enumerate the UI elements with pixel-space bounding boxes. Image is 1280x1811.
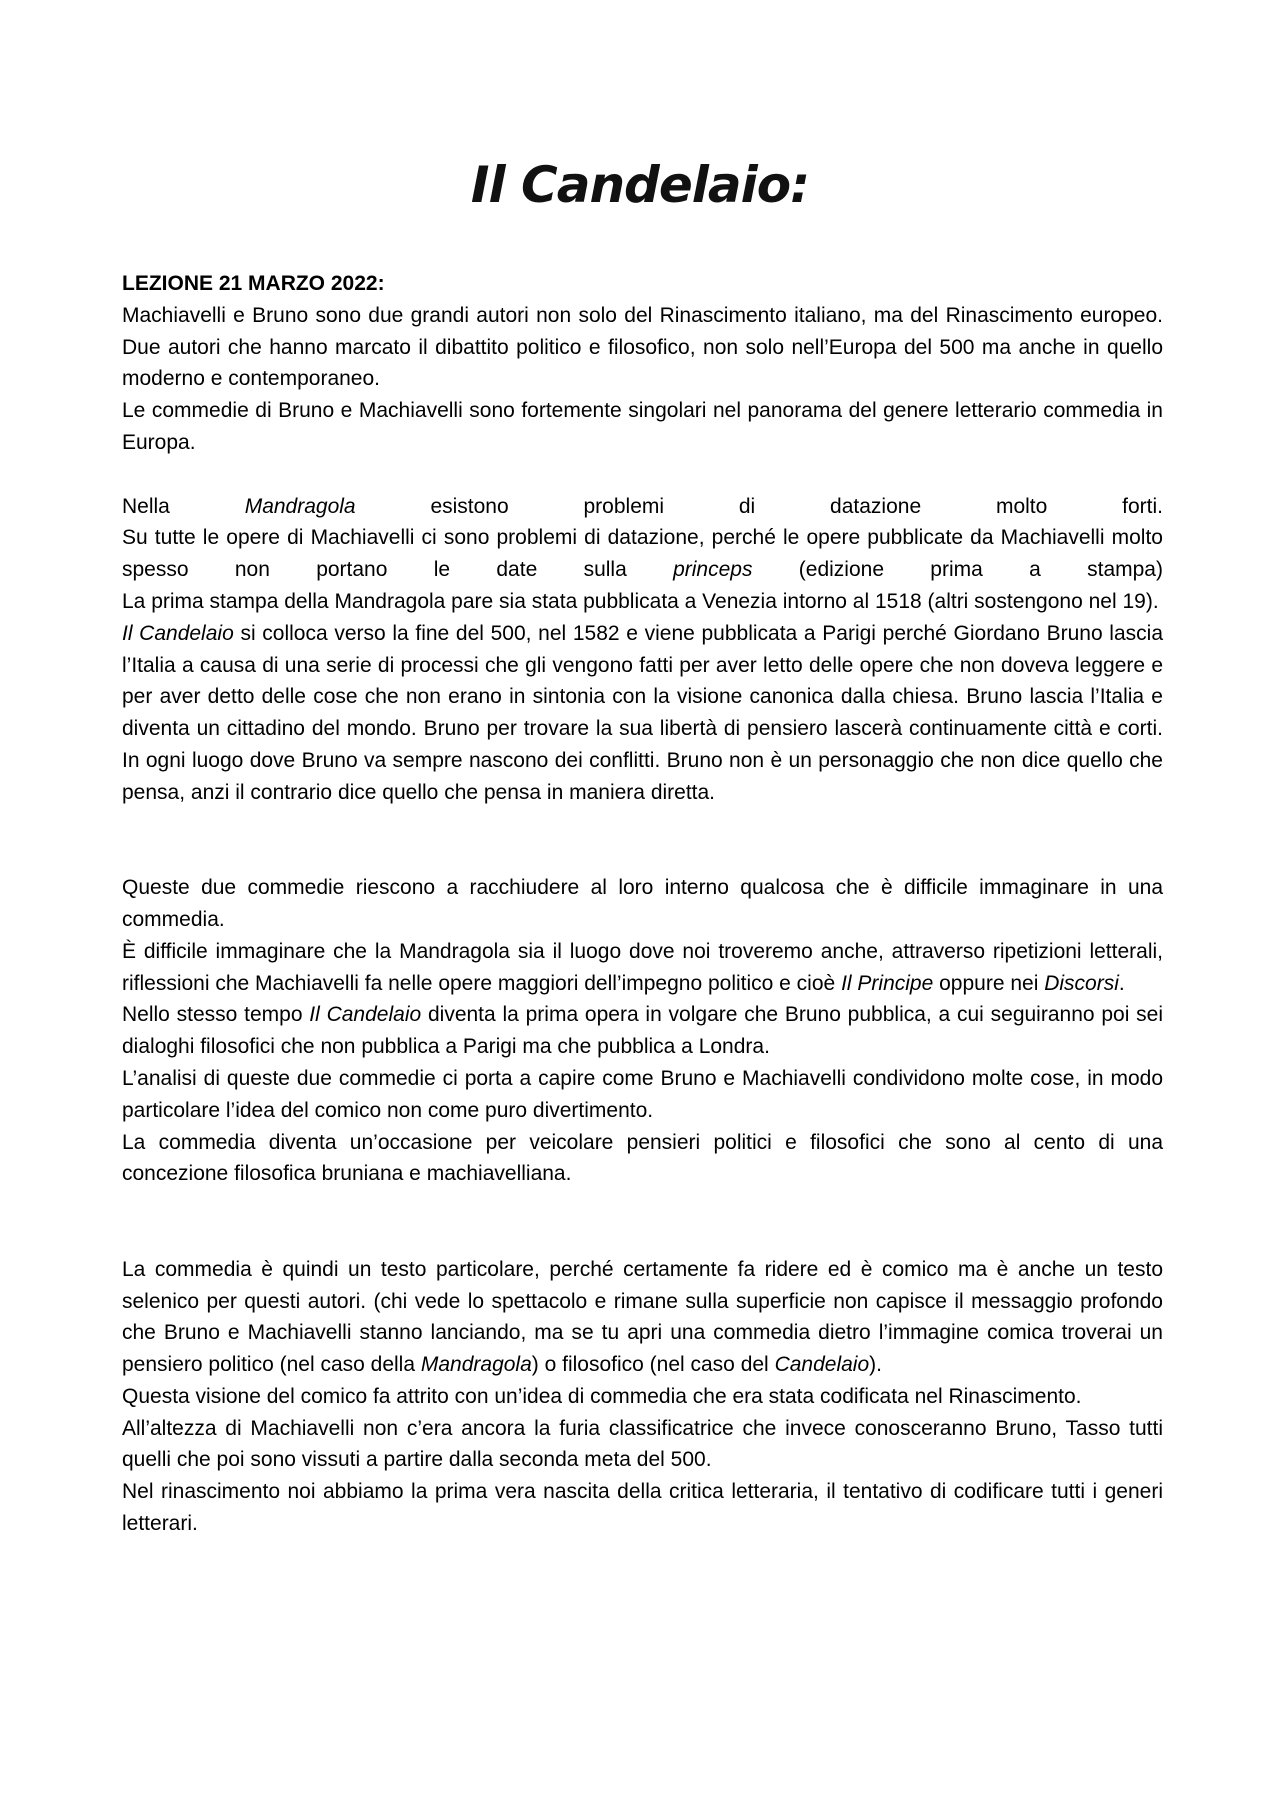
text-run: La commedia è quindi un testo particolare, perché certamente fa ridere ed è comico ma è anche un testo selenico per questi autori. (chi vede lo spettacolo e rimane sulla superficie non capisce il messaggio profondo che Bruno e Machiavelli stanno lanciando, ma se tu apri una commedia dietro l’immagine comica troverai un pensiero politico (nel caso della bbox=[122, 1257, 1163, 1377]
italic-title: Il Candelaio bbox=[122, 621, 234, 645]
paragraph: Nel rinascimento noi abbiamo la prima vera nascita della critica letteraria, il tentativo di codificare tutti i generi letterari. bbox=[122, 1480, 1163, 1536]
page-title: Il Candelaio: bbox=[470, 156, 810, 214]
paragraph: Queste due commedie riescono a racchiudere al loro interno qualcosa che è difficile immaginare in una commedia. bbox=[122, 876, 1163, 931]
spacer bbox=[122, 1190, 1163, 1254]
document-body bbox=[122, 268, 1163, 1540]
italic-title: Candelaio bbox=[774, 1353, 870, 1377]
text-run: ). bbox=[869, 1353, 882, 1377]
paragraph bbox=[122, 491, 1163, 523]
paragraph bbox=[122, 999, 1163, 1063]
paragraph: L’analisi di queste due commedie ci porta a capire come Bruno e Machiavelli condividono molte cose, in modo particolare l’idea del comico non come puro divertimento. bbox=[122, 1066, 1163, 1122]
paragraph: Machiavelli e Bruno sono due grandi autori non solo del Rinascimento italiano, ma del Rinascimento europeo. Due autori che hanno marcato il dibattito politico e filosofico, non solo nell’Europa del 500 ma anche in quello moderno e contemporaneo. bbox=[122, 303, 1163, 391]
italic-term: princeps bbox=[673, 558, 753, 582]
spacer bbox=[122, 809, 1163, 873]
text-run: È difficile immaginare che la Mandragola sia il luogo dove noi troveremo anche, attraverso ripetizioni letterali, riflessioni che Machiavelli fa nelle opere maggiori dell’impegno politico e cioè bbox=[122, 939, 1163, 995]
paragraph: Le commedie di Bruno e Machiavelli sono fortemente singolari nel panorama del genere letterario commedia in Europa. bbox=[122, 399, 1163, 454]
paragraph bbox=[122, 936, 1163, 1000]
text-run: (edizione prima a stampa) bbox=[798, 558, 1163, 582]
paragraph: La commedia diventa un’occasione per veicolare pensieri politici e filosofici che sono al cento di una concezione filosofica bruniana e machiavelliana. bbox=[122, 1130, 1163, 1186]
paragraph bbox=[122, 522, 1163, 586]
italic-title: Mandragola bbox=[420, 1353, 532, 1377]
paragraph bbox=[122, 1254, 1163, 1381]
text-run: diventa la prima opera in volgare che Bruno pubblica, a cui seguiranno poi sei dialoghi filosofici che non pubblica a Parigi ma che pubblica a Londra. bbox=[122, 1003, 1163, 1059]
text-run: Nello stesso tempo bbox=[122, 1003, 303, 1027]
lesson-heading: LEZIONE 21 MARZO 2022: bbox=[122, 272, 385, 295]
text-run: si colloca verso la fine del 500, nel 1582 e viene pubblicata a Parigi perché Giordano Bruno lascia l’Italia a causa di una serie di processi che gli vengono fatti per aver letto delle opere che non doveva leggere e per aver detto delle cose che non erano in sintonia con la visione canonica dalla chiesa. Bruno lascia l’Italia e diventa un cittadino del mondo. Bruno per trovare la sua libertà di pensiero lascerà continuamente città e corti. In ogni luogo dove Bruno va sempre nascono dei conflitti. Bruno non è un personaggio che non dice quello che pensa, anzi il contrario dice quello che pensa in maniera diretta. bbox=[122, 621, 1163, 804]
italic-title: Discorsi bbox=[1044, 971, 1119, 995]
spacer bbox=[122, 459, 1163, 491]
paragraph: Questa visione del comico fa attrito con un’idea di commedia che era stata codificata nel Rinascimento. bbox=[122, 1384, 1082, 1408]
paragraph: All’altezza di Machiavelli non c’era ancora la furia classificatrice che invece conosceranno Bruno, Tasso tutti quelli che poi sono vissuti a partire dalla seconda meta del 500. bbox=[122, 1416, 1163, 1472]
italic-title: Il Principe bbox=[841, 971, 934, 995]
paragraph bbox=[122, 618, 1163, 809]
italic-title: Il Candelaio bbox=[309, 1003, 422, 1027]
text-run: . bbox=[1118, 971, 1125, 995]
text-run: Su tutte le opere di Machiavelli ci sono problemi di datazione, perché le opere pubblicate da Machiavelli molto spesso non portano le date sulla bbox=[122, 526, 1163, 582]
text-run: oppure nei bbox=[939, 971, 1039, 995]
text-run: ) o filosofico (nel caso del bbox=[531, 1353, 769, 1377]
italic-title: Mandragola bbox=[244, 494, 356, 518]
paragraph: La prima stampa della Mandragola pare sia stata pubblicata a Venezia intorno al 1518 (altri sostengono nel 19). bbox=[122, 589, 1159, 613]
text-run: esistono problemi di datazione molto forti. bbox=[430, 494, 1163, 518]
text-run: Nella bbox=[122, 494, 170, 518]
